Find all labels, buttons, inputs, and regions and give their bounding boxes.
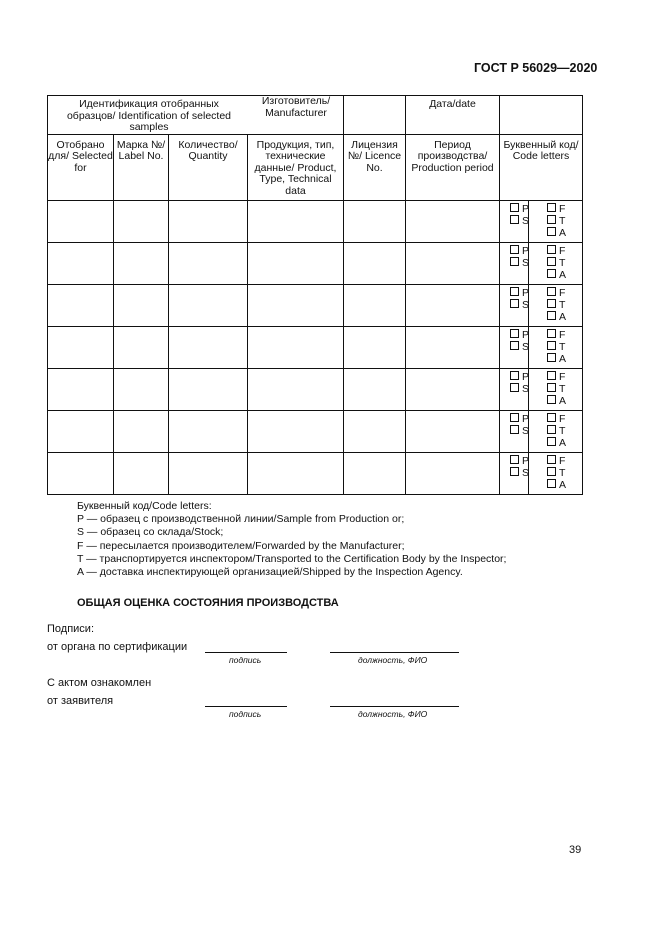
checkbox-square-icon[interactable]	[547, 413, 556, 422]
table-row	[48, 368, 583, 410]
product-cell[interactable]	[248, 242, 344, 284]
checkbox-t[interactable]	[547, 299, 566, 311]
checkbox-column	[500, 413, 541, 449]
checkbox-label: P	[522, 412, 530, 425]
checkbox-square-icon[interactable]	[510, 245, 519, 254]
checkbox-label: S	[522, 382, 530, 395]
checkbox-f[interactable]	[547, 329, 566, 341]
checkbox-column	[541, 329, 566, 365]
selected-for-cell[interactable]	[48, 200, 114, 242]
checkbox-label: F	[559, 328, 566, 341]
checkbox-t[interactable]	[547, 257, 566, 269]
checkbox-square-icon[interactable]	[510, 257, 519, 266]
checkbox-column	[541, 371, 566, 407]
checkbox-label: A	[559, 226, 567, 239]
production-period-cell[interactable]	[406, 326, 500, 368]
checkbox-s[interactable]	[510, 383, 541, 395]
code-cell-divider	[528, 453, 529, 494]
product-cell[interactable]	[248, 284, 344, 326]
checkbox-a[interactable]	[547, 353, 566, 365]
label-no-cell[interactable]	[114, 200, 169, 242]
selected-for-cell[interactable]	[48, 410, 114, 452]
licence-cell[interactable]	[344, 200, 406, 242]
checkbox-square-icon[interactable]	[510, 341, 519, 350]
checkbox-p[interactable]	[510, 329, 541, 341]
applicant-signature-hint: подпись	[229, 709, 262, 719]
identification-header-text: Идентификация отобранных образцов/ Identification of selected samples	[66, 98, 232, 133]
checkbox-square-icon[interactable]	[547, 479, 556, 488]
checkbox-label: S	[522, 256, 530, 269]
product-cell[interactable]	[248, 326, 344, 368]
table-row	[48, 242, 583, 284]
production-period-cell[interactable]	[406, 284, 500, 326]
licence-group-header	[344, 96, 406, 135]
checkbox-square-icon[interactable]	[547, 299, 556, 308]
checkbox-label: F	[559, 454, 566, 467]
checkbox-label: P	[522, 286, 530, 299]
col-header-licence: Лицензия №/ Licence No.	[344, 134, 406, 200]
checkbox-square-icon[interactable]	[510, 425, 519, 434]
selected-for-cell[interactable]	[48, 242, 114, 284]
checkbox-t[interactable]	[547, 215, 566, 227]
checkbox-column	[541, 287, 566, 323]
code-letters-cell	[500, 200, 583, 242]
col-header-label-no: Марка №/ Label No.	[114, 134, 169, 200]
legend-item-p: P — образец с производственной линии/Sample from Production or;	[77, 513, 405, 526]
checkbox-square-icon[interactable]	[547, 203, 556, 212]
code-checkbox-group	[500, 201, 582, 239]
checkbox-s[interactable]	[510, 425, 541, 437]
acquainted-label: С актом ознакомлен	[47, 677, 152, 689]
checkbox-square-icon[interactable]	[547, 371, 556, 380]
checkbox-label: S	[522, 424, 530, 437]
checkbox-label: T	[559, 466, 566, 479]
product-cell[interactable]	[248, 200, 344, 242]
checkbox-label: P	[522, 244, 530, 257]
col-header-code-letters: Буквенный код/ Code letters	[500, 134, 583, 200]
checkbox-square-icon[interactable]	[510, 455, 519, 464]
col-header-selected-for: Отобрано для/ Selected for	[48, 134, 114, 200]
checkbox-label: T	[559, 256, 566, 269]
col-header-quantity: Количество/ Quantity	[169, 134, 248, 200]
label-no-cell[interactable]	[114, 368, 169, 410]
checkbox-f[interactable]	[547, 371, 566, 383]
selected-for-cell[interactable]	[48, 452, 114, 494]
page-number: 39	[569, 844, 582, 856]
manufacturer-header-text: Изготовитель/ Manufacturer	[261, 95, 331, 119]
checkbox-p[interactable]	[510, 245, 541, 257]
checkbox-square-icon[interactable]	[547, 269, 556, 278]
checkbox-label: F	[559, 244, 566, 257]
checkbox-square-icon[interactable]	[547, 425, 556, 434]
checkbox-square-icon[interactable]	[547, 257, 556, 266]
checkbox-label: T	[559, 382, 566, 395]
checkbox-label: F	[559, 286, 566, 299]
checkbox-square-icon[interactable]	[547, 215, 556, 224]
checkbox-t[interactable]	[547, 467, 566, 479]
checkbox-label: T	[559, 298, 566, 311]
checkbox-label: P	[522, 454, 530, 467]
checkbox-square-icon[interactable]	[510, 371, 519, 380]
checkbox-square-icon[interactable]	[510, 215, 519, 224]
checkbox-label: P	[522, 202, 530, 215]
selected-for-cell[interactable]	[48, 326, 114, 368]
licence-cell[interactable]	[344, 368, 406, 410]
selected-for-cell[interactable]	[48, 368, 114, 410]
checkbox-a[interactable]	[547, 395, 566, 407]
checkbox-label: A	[559, 436, 567, 449]
checkbox-square-icon[interactable]	[547, 341, 556, 350]
document-title: ГОСТ Р 56029—2020	[474, 61, 598, 75]
code-checkbox-group	[500, 327, 582, 365]
production-period-cell[interactable]	[406, 368, 500, 410]
group-header-row	[48, 96, 583, 135]
checkbox-square-icon[interactable]	[510, 287, 519, 296]
identification-header-text-wrap	[54, 99, 244, 134]
code-letters-cell	[500, 284, 583, 326]
checkbox-column	[541, 245, 566, 281]
checkbox-square-icon[interactable]	[510, 383, 519, 392]
label-no-cell[interactable]	[114, 326, 169, 368]
applicant-position-line[interactable]	[330, 706, 459, 707]
quantity-cell[interactable]	[169, 200, 248, 242]
code-checkbox-group	[500, 285, 582, 323]
checkbox-a[interactable]	[547, 227, 566, 239]
checkbox-a[interactable]	[547, 311, 566, 323]
table-row	[48, 284, 583, 326]
code-checkbox-group	[500, 411, 582, 449]
label-no-cell[interactable]	[114, 452, 169, 494]
code-letters-cell	[500, 242, 583, 284]
checkbox-label: A	[559, 310, 567, 323]
selected-for-cell[interactable]	[48, 284, 114, 326]
checkbox-p[interactable]	[510, 413, 541, 425]
column-header-row	[48, 134, 583, 200]
legend-title: Буквенный код/Code letters:	[77, 500, 212, 512]
checkbox-square-icon[interactable]	[510, 467, 519, 476]
checkbox-column	[541, 203, 566, 239]
checkbox-square-icon[interactable]	[547, 287, 556, 296]
table-row	[48, 410, 583, 452]
checkbox-label: T	[559, 340, 566, 353]
checkbox-column	[500, 203, 541, 239]
applicant-position-hint: должность, ФИО	[358, 709, 428, 719]
code-checkbox-group	[500, 243, 582, 281]
col-header-product: Продукция, тип, технические данные/ Product, Type, Technical data	[248, 134, 344, 200]
label-no-cell[interactable]	[114, 410, 169, 452]
code-cell-divider	[528, 327, 529, 368]
checkbox-s[interactable]	[510, 215, 541, 227]
quantity-cell[interactable]	[169, 242, 248, 284]
manufacturer-header	[248, 96, 344, 119]
checkbox-t[interactable]	[547, 425, 566, 437]
legend-item-a: A — доставка инспектирующей организацией/Shipped by the Inspection Agency.	[77, 566, 463, 579]
table-row	[48, 452, 583, 494]
code-letters-cell	[500, 410, 583, 452]
checkbox-p[interactable]	[510, 371, 541, 383]
table-row	[48, 326, 583, 368]
checkbox-p[interactable]	[510, 455, 541, 467]
applicant-signature-line[interactable]	[205, 706, 287, 707]
checkbox-t[interactable]	[547, 383, 566, 395]
samples-table	[47, 95, 583, 495]
code-cell-divider	[528, 243, 529, 284]
checkbox-label: A	[559, 352, 567, 365]
checkbox-square-icon[interactable]	[547, 455, 556, 464]
checkbox-a[interactable]	[547, 437, 566, 449]
licence-cell[interactable]	[344, 452, 406, 494]
checkbox-f[interactable]	[547, 455, 566, 467]
checkbox-square-icon[interactable]	[510, 299, 519, 308]
checkbox-square-icon[interactable]	[547, 437, 556, 446]
checkbox-label: S	[522, 298, 530, 311]
code-cell-divider	[528, 285, 529, 326]
checkbox-s[interactable]	[510, 299, 541, 311]
quantity-cell[interactable]	[169, 326, 248, 368]
code-cell-divider	[528, 369, 529, 410]
legend-item-f: F — пересылается производителем/Forwarded by the Manufacturer;	[77, 539, 405, 552]
checkbox-column	[500, 287, 541, 323]
checkbox-f[interactable]	[547, 203, 566, 215]
applicant-label: от заявителя	[47, 695, 114, 707]
checkbox-p[interactable]	[510, 203, 541, 215]
date-header: Дата/date	[406, 96, 500, 135]
cert-body-position-hint: должность, ФИО	[358, 655, 428, 665]
checkbox-label: S	[522, 340, 530, 353]
code-letters-cell	[500, 368, 583, 410]
checkbox-column	[500, 329, 541, 365]
checkbox-label: P	[522, 370, 530, 383]
production-period-cell[interactable]	[406, 452, 500, 494]
checkbox-square-icon[interactable]	[547, 245, 556, 254]
checkbox-square-icon[interactable]	[547, 383, 556, 392]
legend-item-t: T — транспортируется инспектором/Transported to the Certification Body by the Inspector;	[77, 552, 507, 565]
checkbox-square-icon[interactable]	[547, 467, 556, 476]
label-no-cell[interactable]	[114, 242, 169, 284]
checkbox-label: F	[559, 202, 566, 215]
production-period-cell[interactable]	[406, 410, 500, 452]
legend	[77, 500, 506, 579]
checkbox-square-icon[interactable]	[510, 203, 519, 212]
checkbox-column	[541, 455, 566, 491]
production-period-cell[interactable]	[406, 242, 500, 284]
product-cell[interactable]	[248, 410, 344, 452]
checkbox-f[interactable]	[547, 413, 566, 425]
table-row	[48, 200, 583, 242]
checkbox-label: P	[522, 328, 530, 341]
checkbox-f[interactable]	[547, 287, 566, 299]
code-cell-divider	[528, 201, 529, 242]
licence-cell[interactable]	[344, 284, 406, 326]
checkbox-label: A	[559, 478, 567, 491]
identification-header	[48, 96, 344, 135]
code-checkbox-group	[500, 453, 582, 491]
checkbox-label: F	[559, 370, 566, 383]
checkbox-label: F	[559, 412, 566, 425]
col-header-production-period: Период производства/ Production period	[406, 134, 500, 200]
cert-body-label: от органа по сертификации	[47, 641, 188, 653]
label-no-cell[interactable]	[114, 284, 169, 326]
signatures-label: Подписи:	[47, 623, 95, 635]
code-checkbox-group	[500, 369, 582, 407]
checkbox-square-icon[interactable]	[547, 329, 556, 338]
checkbox-square-icon[interactable]	[510, 413, 519, 422]
quantity-cell[interactable]	[169, 368, 248, 410]
product-cell[interactable]	[248, 368, 344, 410]
checkbox-column	[500, 245, 541, 281]
code-letters-cell	[500, 452, 583, 494]
checkbox-a[interactable]	[547, 479, 566, 491]
checkbox-label: S	[522, 466, 530, 479]
checkbox-label: T	[559, 424, 566, 437]
licence-cell[interactable]	[344, 326, 406, 368]
legend-item-s: S — образец со склада/Stock;	[77, 526, 224, 539]
checkbox-column	[500, 455, 541, 491]
checkbox-square-icon[interactable]	[547, 227, 556, 236]
checkbox-square-icon[interactable]	[510, 329, 519, 338]
licence-cell[interactable]	[344, 242, 406, 284]
checkbox-column	[500, 371, 541, 407]
checkbox-s[interactable]	[510, 257, 541, 269]
checkbox-square-icon[interactable]	[547, 395, 556, 404]
quantity-cell[interactable]	[169, 410, 248, 452]
code-cell-divider	[528, 411, 529, 452]
code-group-header	[500, 96, 583, 135]
cert-body-position-line[interactable]	[330, 652, 459, 653]
product-cell[interactable]	[248, 452, 344, 494]
checkbox-square-icon[interactable]	[547, 311, 556, 320]
licence-cell[interactable]	[344, 410, 406, 452]
checkbox-square-icon[interactable]	[547, 353, 556, 362]
code-letters-cell	[500, 326, 583, 368]
checkbox-t[interactable]	[547, 341, 566, 353]
checkbox-label: A	[559, 268, 567, 281]
checkbox-f[interactable]	[547, 245, 566, 257]
cert-body-signature-line[interactable]	[205, 652, 287, 653]
checkbox-s[interactable]	[510, 467, 541, 479]
checkbox-label: T	[559, 214, 566, 227]
checkbox-column	[541, 413, 566, 449]
production-period-cell[interactable]	[406, 200, 500, 242]
checkbox-a[interactable]	[547, 269, 566, 281]
checkbox-s[interactable]	[510, 341, 541, 353]
quantity-cell[interactable]	[169, 452, 248, 494]
checkbox-label: A	[559, 394, 567, 407]
section-title: ОБЩАЯ ОЦЕНКА СОСТОЯНИЯ ПРОИЗВОДСТВА	[77, 597, 339, 609]
checkbox-label: S	[522, 214, 530, 227]
cert-body-signature-hint: подпись	[229, 655, 262, 665]
quantity-cell[interactable]	[169, 284, 248, 326]
checkbox-p[interactable]	[510, 287, 541, 299]
